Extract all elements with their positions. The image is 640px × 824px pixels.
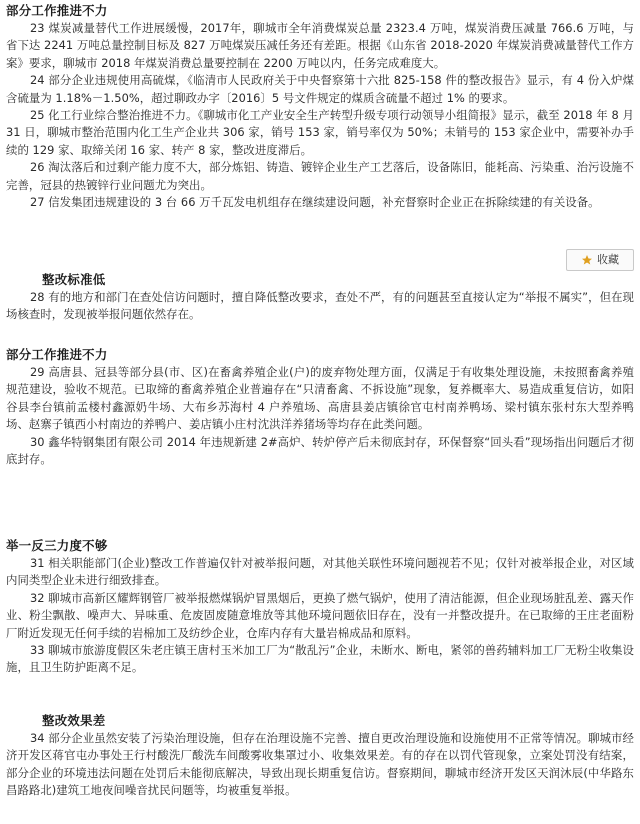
section-title: 整改标准低 (42, 272, 106, 287)
section-poor-effect (6, 712, 634, 800)
collect-label: 收藏 (597, 253, 619, 267)
paragraph-32: 32 聊城市高新区耀辉钢管厂被举报燃煤锅炉冒黑烟后，更换了燃气锅炉，使用了清洁能源，但企业现场脏乱差、露天作业、粉尘飘散、噪声大、异味重、危废固废随意堆放等其他环境问题依旧存在，没有一并整改提升。在已取缔的王庄老面粉厂附近发现无任何手续的岩棉加工及纺纱企业，仓库内存有大量岩棉成品和原料。 (6, 590, 634, 640)
paragraph-33: 33 聊城市旅游度假区朱老庄镇王唐村玉米加工厂为“散乱污”企业，未断水、断电，紧邻的兽药辅料加工厂无粉尘收集设施，且卫生防护距离不足。 (6, 643, 634, 675)
paragraph-27: 27 信发集团违规建设的 3 台 66 万千瓦发电机组存在继续建设问题，补充督察时企业正在拆除续建的有关设备。 (29, 195, 600, 210)
paragraph-28: 28 有的地方和部门在查处信访问题时，擅自降低整改要求，查处不严，有的问题甚至直接认定为“举报不属实”，但在现场核查时，发现被举报问题依然存在。 (6, 290, 634, 322)
section-work-progress-1 (6, 2, 634, 211)
paragraph-31: 31 相关职能部门(企业)整改工作普遍仅针对被举报问题，对其他关联性环境问题视若不见；仅针对被举报企业，对区域内同类型企业未进行细致排查。 (6, 556, 634, 588)
paragraph-29: 29 高唐县、冠县等部分县(市、区)在畜禽养殖企业(户)的废弃物处理方面，仅满足于有收集处理设施，未按照畜禽养殖规范建设，验收不规范。已取缔的畜禽养殖企业普遍存在“只清畜禽、不拆设施”现象，复养概率大、易造成重复信访，如阳谷县李台镇前孟楼村鑫源奶牛场、大布乡苏海村 4 户养殖场、高唐县姜店镇徐官屯村南养鸭场、梁村镇东张村东大型养鸭场、赵寨子镇西小村南边的养鸭户、姜店镇小庄村沈洪洋养猪场等均存在此类问题。 (6, 365, 634, 432)
section-title: 部分工作推进不力 (6, 347, 108, 362)
section-low-standard (6, 271, 634, 324)
paragraph-23: 23 煤炭减量替代工作进展缓慢，2017年，聊城市全年消费煤炭总量 2323.4 万吨，煤炭消费压减量 766.6 万吨，与省下达 2241 万吨总量控制目标及 827 万吨煤炭压减任务还有差距。根据《山东省 2018-2020 年煤炭消费减量替代工作方案》要求，聊城市 2018 年煤炭消费总量要控制在 2200 万吨以内，任务完成难度大。 (6, 21, 634, 70)
star-icon (581, 254, 593, 266)
section-title: 举一反三力度不够 (6, 538, 108, 553)
paragraph-24: 24 部分企业违规使用高硫煤，《临清市人民政府关于中央督察第十六批 825-158 件的整改报告》显示，有 4 份入炉煤含硫量为 1.18%－1.50%，超过聊政办字〔2016〕5 号文件规定的煤质含硫量不超过 1% 的要求。 (6, 73, 634, 105)
paragraph-25: 25 化工行业综合整治推进不力。《聊城市化工产业安全生产转型升级专项行动领导小组简报》显示，截至 2018 年 8 月 31 日，聊城市整治范围内化工生产企业共 306 家，销号 153 家，销号率仅为 50%；未销号的 153 家企业中，需要补办手续的 129 家、取缔关闭 16 家、转产 8 家，整改进度滞后。 (6, 108, 634, 157)
section-title: 整改效果差 (42, 713, 106, 728)
paragraph-30: 30 鑫华特钢集团有限公司 2014 年违规新建 2#高炉、转炉停产后未彻底封存，环保督察“回头看”现场指出问题后才彻底封存。 (6, 434, 634, 467)
section-insufficient-effort (6, 537, 634, 677)
collect-button[interactable] (566, 249, 634, 271)
section-work-progress-2 (6, 346, 634, 468)
paragraph-26: 26 淘汰落后和过剩产能力度不大，部分炼铝、铸造、镀锌企业生产工艺落后，设备陈旧，能耗高、污染重、治污设施不完善，冠县的热镀锌行业问题尤为突出。 (6, 160, 634, 192)
section-title: 部分工作推进不力 (6, 3, 108, 18)
paragraph-34: 34 部分企业虽然安装了污染治理设施，但存在治理设施不完善、擅自更改治理设施和设施使用不正常等情况。聊城市经济开发区蒋官屯办事处王行村酸洗厂酸洗车间酸雾收集罩过小、收集效果差。有的存在以罚代管现象，立案处罚没有结案，部分企业的环境违法问题在处罚后未能彻底解决，导致出现长期重复信访。督察期间，聊城市经济开发区天润沐辰(中华路东昌路路北)建筑工地夜间噪音扰民问题等，均被重复举报。 (6, 731, 634, 798)
